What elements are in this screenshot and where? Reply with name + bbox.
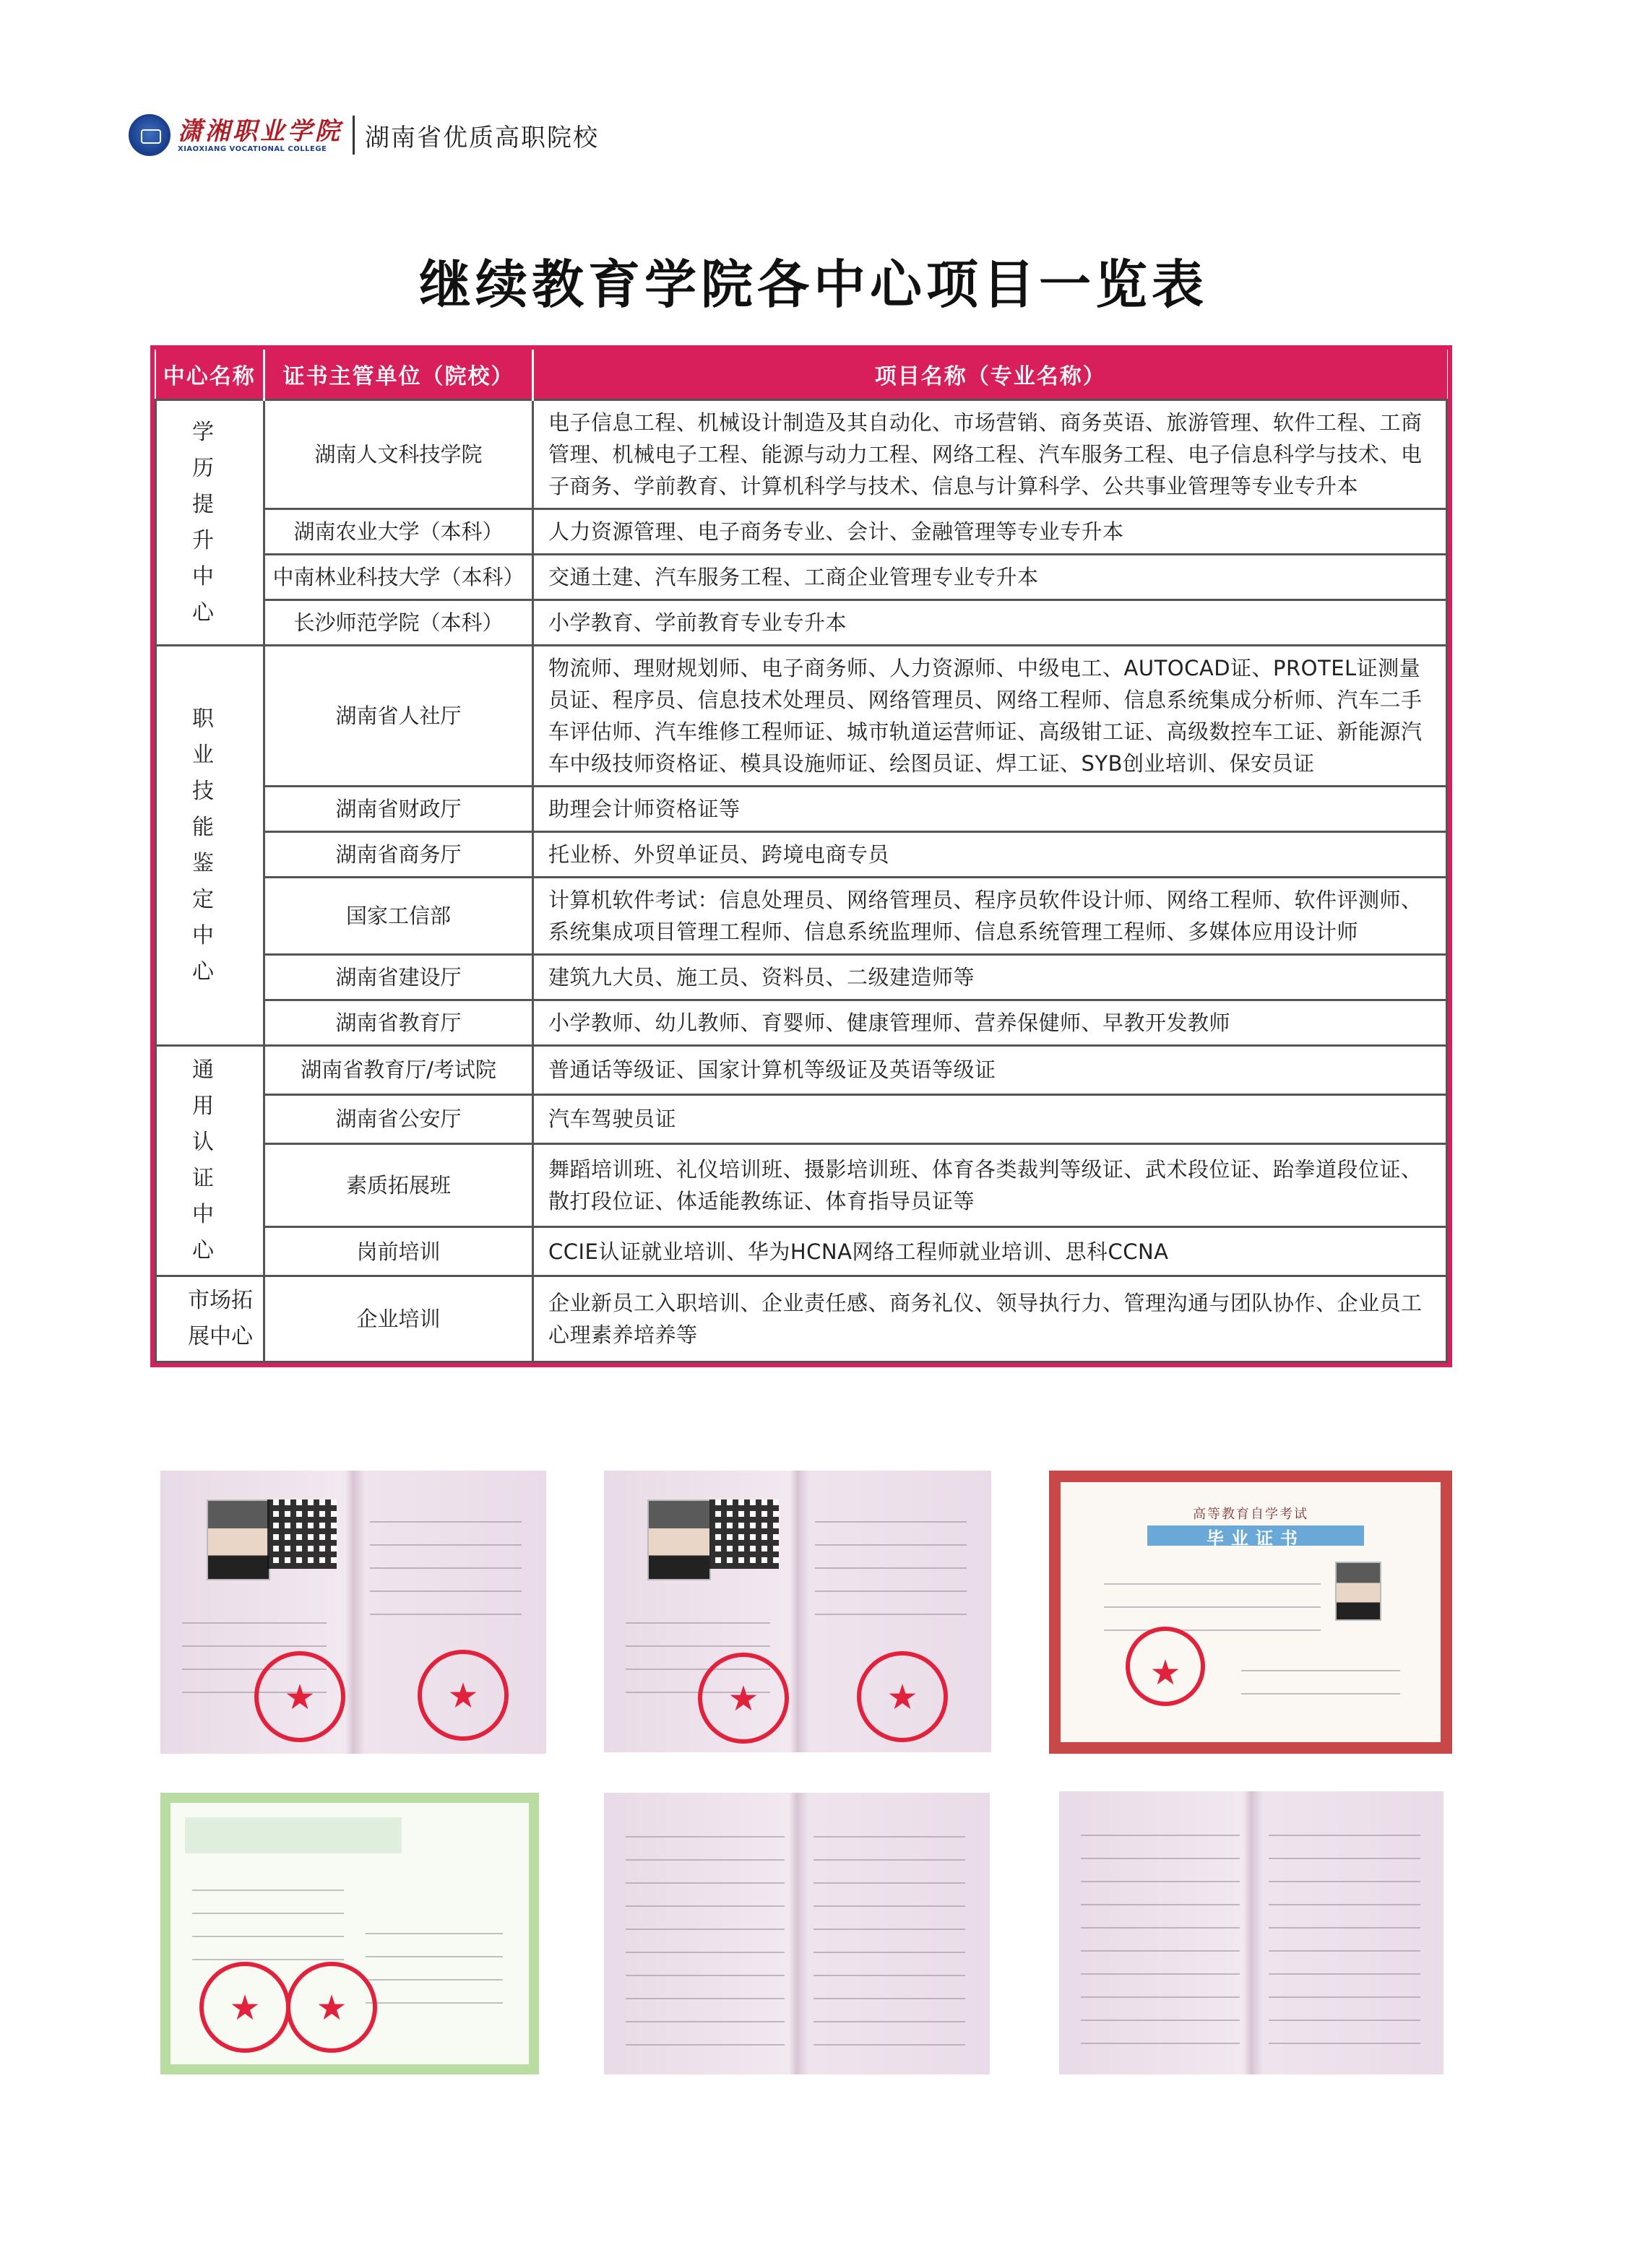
graduation-certificate-photo: [1049, 1471, 1452, 1754]
red-seal-icon: [199, 1962, 290, 2053]
header-unit: 证书主管单位（院校）: [264, 350, 533, 400]
qr-code-icon: [267, 1499, 337, 1569]
project-cell: 助理会计师资格证等: [533, 787, 1447, 832]
center-cell: [156, 1276, 264, 1362]
unit-cell: 湖南省建设厅: [264, 955, 533, 1000]
unit-cell: 国家工信部: [264, 878, 533, 955]
project-cell: 物流师、理财规划师、电子商务师、人力资源师、中级电工、AUTOCAD证、PROTEL证测量员证、程序员、信息技术处理员、网络管理员、网络工程师、信息系统集成分析师、汽车二手车评估师、汽车维修工程师证、城市轨道运营师证、高级钳工证、高级数控车工证、新能源汽车中级技师资格证、模具设施师证、绘图员证、焊工证、SYB创业培训、保安员证: [533, 646, 1447, 787]
center-name: 职业技能鉴定中心: [192, 706, 214, 984]
red-seal-icon: [418, 1650, 509, 1741]
header-center: 中心名称: [156, 350, 264, 400]
table-row: [156, 1094, 1447, 1143]
certificate-photo-2: [604, 1471, 991, 1752]
certificate-photo-4: [160, 1793, 539, 2074]
certificate-subtitle: 高等教育自学考试: [1193, 1507, 1308, 1522]
certificate-photo-1: [160, 1471, 546, 1754]
certificate-text-lines: [1104, 1562, 1321, 1648]
table-row: [156, 400, 1447, 509]
college-logo: [178, 118, 342, 153]
table-header-row: [156, 350, 1447, 400]
red-seal-icon: [698, 1653, 789, 1744]
unit-cell: 岗前培训: [264, 1227, 533, 1276]
project-cell: 小学教师、幼儿教师、育婴师、健康管理师、营养保健师、早教开发教师: [533, 1000, 1447, 1046]
unit-cell: 素质拓展班: [264, 1143, 533, 1226]
unit-cell: 企业培训: [264, 1276, 533, 1362]
portrait-photo: [647, 1499, 711, 1580]
center-name: 市场拓展中心: [188, 1288, 253, 1349]
unit-cell: 中南林业科技大学（本科）: [264, 555, 533, 600]
qr-code-icon: [709, 1499, 779, 1569]
project-cell: 建筑九大员、施工员、资料员、二级建造师等: [533, 955, 1447, 1000]
project-cell: CCIE认证就业培训、华为HCNA网络工程师就业培训、思科CCNA: [533, 1227, 1447, 1276]
unit-cell: 湖南省公安厅: [264, 1094, 533, 1143]
header-tagline: 湖南省优质高职院校: [365, 123, 599, 152]
table-row: [156, 1000, 1447, 1046]
certificate-text-lines: [1269, 1813, 1420, 2044]
table-row: [156, 600, 1447, 646]
unit-cell: 湖南省人社厅: [264, 646, 533, 787]
unit-cell: 湖南省教育厅/考试院: [264, 1046, 533, 1095]
logo-text: 潇湘职业学院: [178, 116, 342, 146]
certificate-text-lines: [815, 1499, 967, 1629]
header-project: 项目名称（专业名称）: [533, 350, 1447, 400]
table-row: [156, 955, 1447, 1000]
project-cell: 电子信息工程、机械设计制造及其自动化、市场营销、商务英语、旅游管理、软件工程、工商管理、机械电子工程、能源与动力工程、网络工程、汽车服务工程、电子信息科学与技术、电子商务、学前教育、计算机科学与技术、信息与计算科学、公共事业管理等专业专升本: [533, 400, 1447, 509]
certificate-text-lines: [192, 1868, 344, 1962]
table-row: [156, 646, 1447, 787]
college-header: [129, 110, 599, 160]
certificate-text-lines: [1081, 1813, 1240, 2044]
project-cell: 托业桥、外贸单证员、跨境电商专员: [533, 832, 1447, 878]
red-seal-icon: [254, 1651, 345, 1742]
project-table: [150, 345, 1452, 1367]
table-row: [156, 555, 1447, 600]
table-row: [156, 1227, 1447, 1276]
certificate-photo-5: [604, 1793, 990, 2074]
table-row: [156, 832, 1447, 878]
project-cell: 普通话等级证、国家计算机等级证及英语等级证: [533, 1046, 1447, 1095]
unit-cell: 长沙师范学院（本科）: [264, 600, 533, 646]
page-title: 继续教育学院各中心项目一览表: [418, 254, 1208, 315]
center-name: 通用认证中心: [192, 1057, 214, 1263]
table-row: [156, 1046, 1447, 1095]
table-row: [156, 878, 1447, 955]
red-seal-icon: [1126, 1627, 1205, 1706]
certificate-title: 毕业证书: [1207, 1528, 1305, 1549]
table-row: [156, 1143, 1447, 1226]
college-logo-icon: [129, 114, 171, 156]
project-cell: 汽车驾驶员证: [533, 1094, 1447, 1143]
certificate-text-lines: [626, 1814, 785, 2046]
center-cell: [156, 400, 264, 646]
portrait-photo: [1335, 1562, 1381, 1621]
unit-cell: 湖南省财政厅: [264, 787, 533, 832]
unit-cell: 湖南农业大学（本科）: [264, 509, 533, 555]
project-cell: 人力资源管理、电子商务专业、会计、金融管理等专业专升本: [533, 509, 1447, 555]
unit-cell: 湖南省教育厅: [264, 1000, 533, 1046]
center-cell: [156, 646, 264, 1046]
project-cell: 交通土建、汽车服务工程、工商企业管理专业专升本: [533, 555, 1447, 600]
portrait-photo: [207, 1499, 270, 1580]
center-cell: [156, 1046, 264, 1276]
table-row: [156, 787, 1447, 832]
table-row: [156, 509, 1447, 555]
project-cell: 舞蹈培训班、礼仪培训班、摄影培训班、体育各类裁判等级证、武术段位证、跆拳道段位证、散打段位证、体适能教练证、体育指导员证等: [533, 1143, 1447, 1226]
certificate-text-lines: [366, 1911, 503, 2020]
logo-en: XIAOXIANG VOCATIONAL COLLEGE: [178, 144, 327, 153]
table-row: [156, 1276, 1447, 1362]
red-seal-icon: [286, 1962, 377, 2053]
certificate-text-lines: [370, 1499, 522, 1622]
certificate-text-lines: [1241, 1648, 1400, 1713]
certificate-photo-6: [1059, 1791, 1443, 2074]
unit-cell: 湖南省商务厅: [264, 832, 533, 878]
header-divider: [353, 116, 355, 155]
project-cell: 计算机软件考试：信息处理员、网络管理员、程序员软件设计师、网络工程师、软件评测师、系统集成项目管理工程师、信息系统监理师、信息系统管理工程师、多媒体应用设计师: [533, 878, 1447, 955]
center-name: 学历提升中心: [192, 419, 214, 626]
project-cell: 小学教育、学前教育专业专升本: [533, 600, 1447, 646]
red-seal-icon: [857, 1651, 948, 1742]
unit-cell: 湖南人文科技学院: [264, 400, 533, 509]
project-cell: 企业新员工入职培训、企业责任感、商务礼仪、领导执行力、管理沟通与团队协作、企业员工心理素养培养等: [533, 1276, 1447, 1362]
certificate-header-strip: [185, 1817, 402, 1853]
certificate-text-lines: [814, 1814, 965, 2046]
